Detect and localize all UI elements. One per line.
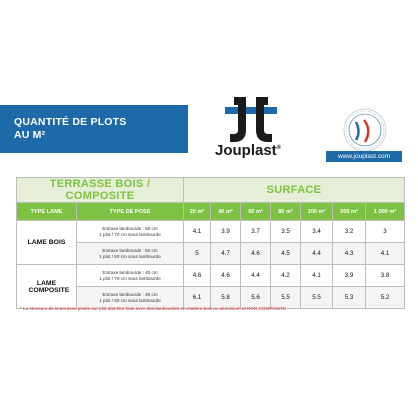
column-header-type-pose: TYPE DE POSE (77, 203, 184, 221)
table-cell: 4.7 (211, 243, 241, 265)
brand-name (215, 142, 295, 159)
table-cell: 3 (366, 221, 405, 243)
table-cell: 4.6 (184, 265, 211, 287)
table-cell: 5.2 (366, 287, 405, 309)
section-header-terrasse: TERRASSE BOIS / COMPOSITE (17, 178, 184, 203)
table-cell: 3.2 (333, 221, 366, 243)
pose-line: Entraxe lambourde : 50 cm (102, 247, 158, 253)
table-cell: 5.5 (301, 287, 333, 309)
column-header-surface: 60 m² (241, 203, 271, 221)
table-row (17, 265, 405, 287)
section-header-surface: SURFACE (184, 178, 405, 203)
pose-line: 1 plot / 50 cm sous lambourde (99, 297, 161, 303)
column-header-surface: 1 000 m² (366, 203, 405, 221)
table-cell: 5.3 (333, 287, 366, 309)
table-cell: 6.1 (184, 287, 211, 309)
made-in-france-seal-icon (343, 108, 387, 152)
table-cell: 3.9 (333, 265, 366, 287)
page-title-line1: QUANTITÉ DE PLOTS (14, 116, 127, 128)
pose-line: 1 plot / 70 cm sous lambourde (99, 231, 161, 237)
table-cell: 3.4 (301, 221, 333, 243)
registered-mark: ® (276, 145, 282, 151)
table-cell: 5.5 (271, 287, 301, 309)
table-cell: 4.5 (271, 243, 301, 265)
pose-description (77, 243, 184, 265)
page-title-line2: AU M² (14, 129, 46, 141)
row-group-label (17, 265, 77, 309)
pose-description (77, 221, 184, 243)
table-cell: 4.6 (241, 243, 271, 265)
table-cell: 4.1 (366, 243, 405, 265)
brand-name-text: Jouplast (215, 142, 277, 159)
table-cell: 3.9 (211, 221, 241, 243)
pose-line: 1 plot / 50 cm sous lambourde (99, 253, 161, 259)
row-group-label: LAME BOIS (17, 221, 77, 265)
column-header-type-lame: TYPE LAME (17, 203, 77, 221)
pose-line: 1 plot / 70 cm sous lambourde (99, 275, 161, 281)
pose-line: Entraxe lambourde : 40 cm (102, 269, 158, 275)
column-header-surface: 80 m² (271, 203, 301, 221)
table-cell: 4.6 (211, 265, 241, 287)
column-header-surface: 20 m² (184, 203, 211, 221)
column-header-surface: 100 m² (301, 203, 333, 221)
jouplast-logo-icon (224, 96, 278, 146)
table-cell: 4.1 (184, 221, 211, 243)
table-cell: 5 (184, 243, 211, 265)
table-cell: 4.2 (271, 265, 301, 287)
table-cell: 4.1 (301, 265, 333, 287)
table-cell: 3.5 (271, 221, 301, 243)
table-row (17, 221, 405, 243)
pose-line: Entraxe lambourde : 50 cm (102, 225, 158, 231)
table-cell: 5.8 (211, 287, 241, 309)
table-cell: 4.3 (333, 243, 366, 265)
plots-table (16, 177, 405, 309)
table-cell: 4.4 (241, 265, 271, 287)
column-header-surface: 200 m² (333, 203, 366, 221)
pose-description (77, 265, 184, 287)
group-label-text: LAME COMPOSITE (28, 279, 70, 294)
table-cell: 3.8 (366, 265, 405, 287)
title-banner (0, 105, 188, 153)
table-cell: 3.7 (241, 221, 271, 243)
website-link[interactable]: www.jouplast.com (326, 151, 402, 162)
table-cell: 4.4 (301, 243, 333, 265)
table-cell: 5.6 (241, 287, 271, 309)
column-header-surface: 40 m² (211, 203, 241, 221)
pose-line: Entraxe lambourde : 40 cm (102, 291, 158, 297)
footnote: * La structure de la terrasse posée sur plot doit être faite avec des lambourdes en matière bois ou aluminium et NON COMPOSITE (20, 306, 287, 311)
